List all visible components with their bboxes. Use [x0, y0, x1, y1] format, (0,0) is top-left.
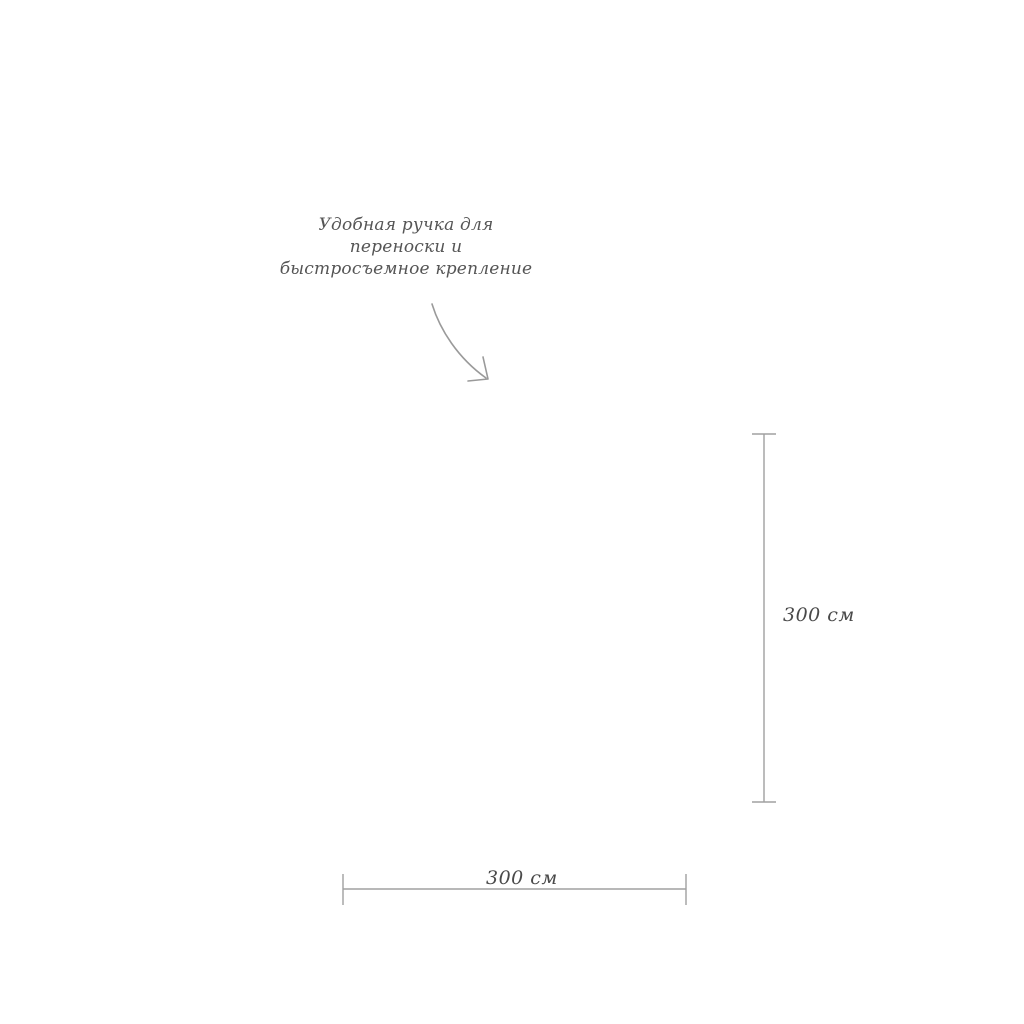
callout-line-3: быстросъемное крепление — [279, 259, 533, 279]
callout-line-1: Удобная ручка для — [318, 215, 494, 235]
callout-arrow — [432, 304, 486, 378]
height-dimension-label: 300 см — [783, 604, 855, 626]
callout-line-2: переноски и — [349, 237, 463, 257]
width-dimension-label: 300 см — [486, 867, 558, 889]
